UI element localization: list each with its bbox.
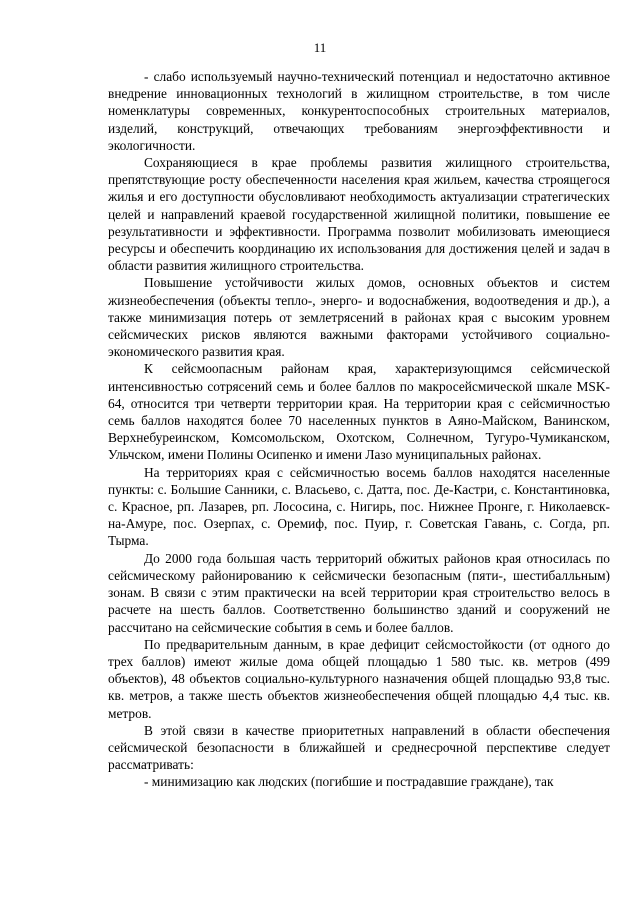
page-number: 11 — [313, 40, 327, 55]
paragraph-9: - минимизацию как людских (погибшие и пострадавшие граждане), так — [144, 774, 554, 790]
body-text — [108, 68, 610, 791]
paragraph-8: В этой связи в качестве приоритетных направлений в области обеспечения сейсмической безопасности в ближайшей и среднесрочной перспективе следует рассматривать: — [108, 722, 610, 773]
paragraph-2: Сохраняющиеся в крае проблемы развития жилищного строительства, препятствующие росту обеспеченности населения края жильем, качества строящегося жилья и его доступности обусловливают необходимость актуализации стратегических целей и направлений краевой государственной жилищной политики, повышение ее результативности и эффективности. Программа позволит мобилизовать имеющиеся ресурсы и обеспечить координацию их использования для достижения целей и задач в области развития жилищного строительства. — [108, 155, 610, 274]
paragraph-1: - слабо используемый научно-технический потенциал и недостаточно активное внедрение инновационных технологий в жилищном строительстве, в том числе номенклатуры современных, конкурентоспособных строительных материалов, изделий, конструкций, отвечающих требованиям энергоэффективности и экологичности. — [108, 69, 610, 153]
paragraph-3: Повышение устойчивости жилых домов, основных объектов и систем жизнеобеспечения (объекты тепло-, энерго- и водоснабжения, водоотведения и др.), а также минимизация потерь от землетрясений в районах края с высоким уровнем сейсмических рисков являются важными факторами устойчивого социально-экономического развития края. — [108, 275, 610, 360]
paragraph-5: На территориях края с сейсмичностью восемь баллов находятся населенные пункты: с. Большие Санники, с. Власьево, с. Датта, пос. Де-Кастри, с. Константиновка, с. Красное, рп. Лазарев, рп. Лососина, с. Нигирь, пос. Нижнее Пронге, г. Николаевск-на-Амуре, пос. Озерпах, с. Оремиф, пос. Пуир, г. Советская Гавань, с. Согда, рп. Тырма. — [108, 464, 610, 549]
paragraph-4: К сейсмоопасным районам края, характеризующимся сейсмической интенсивностью сотрясений семь и более баллов по макросейсмической шкале MSK-64, относится три четверти территории края. На территории края с сейсмичностью семь баллов находятся более 70 населенных пунктов в Аяно-Майском, Ванинском, Верхнебуреинском, Комсомольском, Охотском, Солнечном, Тугуро-Чумиканском, Ульчском, имени Полины Осипенко и имени Лазо муниципальных районах. — [108, 361, 610, 463]
paragraph-7: По предварительным данным, в крае дефицит сейсмостойкости (от одного до трех баллов) имеют жилые дома общей площадью 1 580 тыс. кв. метров (499 объектов), 48 объектов социально-культурного назначения общей площадью 93,8 тыс. кв. метров, а также шесть объектов жизнеобеспечения общей площадью 4,4 тыс. кв. метров. — [108, 636, 610, 721]
paragraph-6: До 2000 года большая часть территорий обжитых районов края относилась по сейсмическому районированию к сейсмически безопасным (пяти-, шестибалльным) зонам. В связи с этим практически на всей территории края строительство велось в расчете на шесть баллов. Соответственно большинство зданий и сооружений не рассчитано на сейсмические события в семь и более баллов. — [108, 550, 610, 635]
